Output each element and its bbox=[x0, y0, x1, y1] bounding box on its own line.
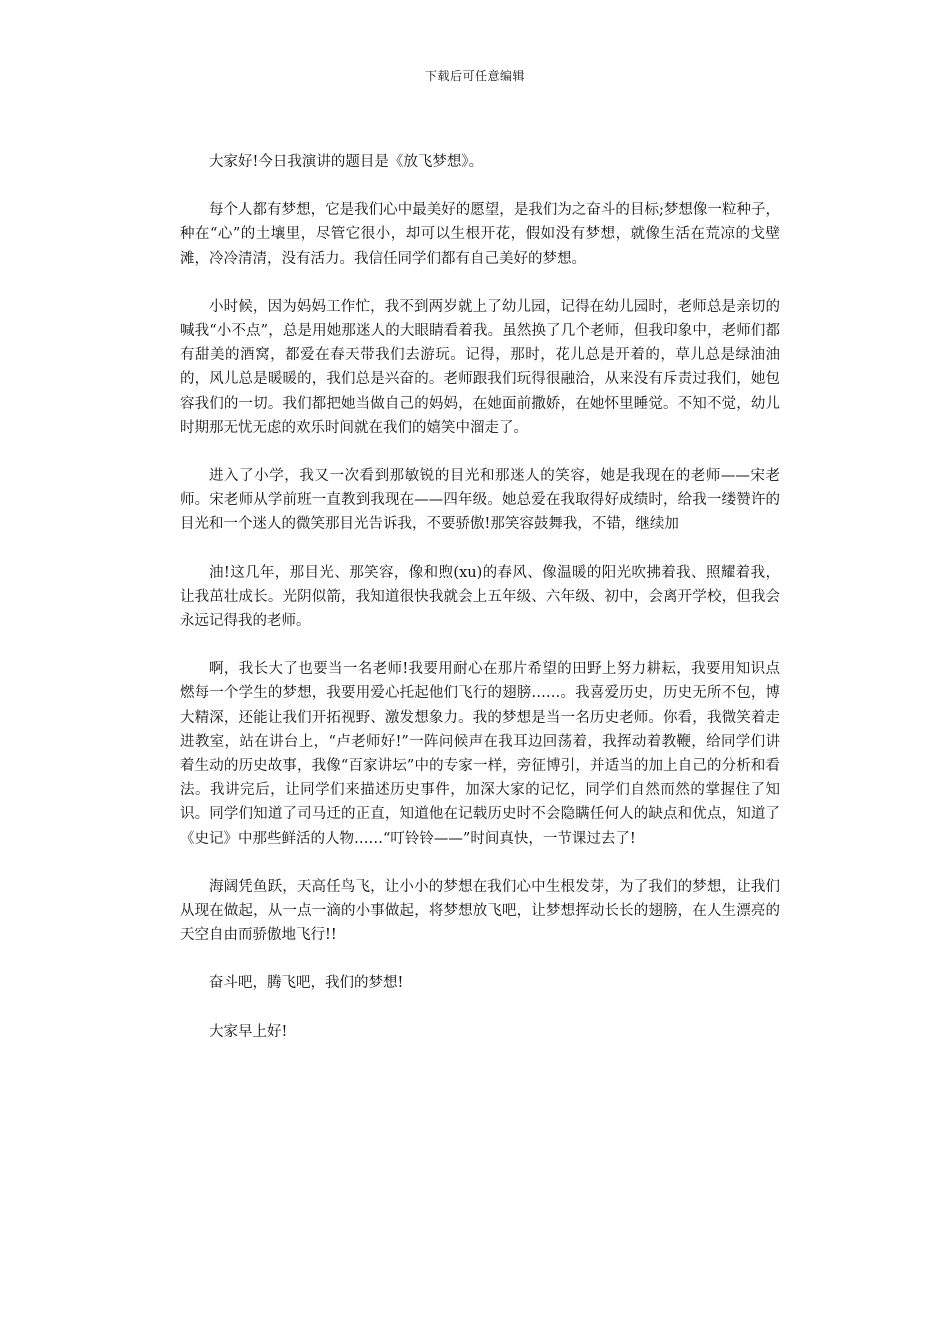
paragraph-teacher-dream: 啊，我长大了也要当一名老师!我要用耐心在那片希望的田野上努力耕耘，我要用知识点燃每一个学生的梦想，我要用爱心托起他们飞行的翅膀……。我喜爱历史，历史无所不包，博大精深，还能让我们开拓视野、激发想象力。我的梦想是当一名历史老师。你看，我微笑着走进教室，站在讲台上，“卢老师好!”一阵问候声在我耳边回荡着，我挥动着教鞭，给同学们讲着生动的历史故事，我像“百家讲坛”中的专家一样，旁征博引，并适当的加上自己的分析和看法。我讲完后，让同学们来描述历史事件，加深大家的记忆，同学们自然而然的掌握住了知识。同学们知道了司马迁的正直，知道他在记载历史时不会隐瞒任何人的缺点和优点，知道了《史记》中那些鲜活的人物……“叮铃铃——”时间真快，一节课过去了! bbox=[180, 661, 780, 847]
paragraph-greeting: 大家好!今日我演讲的题目是《放飞梦想》。 bbox=[209, 154, 484, 170]
paragraph-dreams: 每个人都有梦想，它是我们心中最美好的愿望，是我们为之奋斗的目标;梦想像一粒种子，种在“心”的土壤里，尽管它很小，却可以生根开花，假如没有梦想，就像生活在荒凉的戈壁滩，冷冷清清，没有活力。我信任同学们都有自己美好的梦想。 bbox=[180, 202, 780, 267]
paragraph-primary-school: 进入了小学，我又一次看到那敏锐的目光和那迷人的笑容，她是我现在的老师——宋老师。宋老师从学前班一直教到我现在——四年级。她总爱在我取得好成绩时，给我一缕赞许的目光和一个迷人的微笑那目光告诉我，不要骄傲!那笑容鼓舞我，不错，继续加 bbox=[180, 468, 780, 533]
paragraph-strive: 奋斗吧，腾飞吧，我们的梦想! bbox=[209, 975, 404, 992]
paragraph-fly-dream: 海阔凭鱼跃，天高任鸟飞，让小小的梦想在我们心中生根发芽，为了我们的梦想，让我们从现在做起，从一点一滴的小事做起，将梦想放飞吧，让梦想挥动长长的翅膀，在人生漂亮的天空自由而骄傲地飞行!! bbox=[180, 878, 780, 944]
paragraph-growth: 油!这几年，那目光、那笑容，像和煦(xu)的春风、像温暖的阳光吹拂着我、照耀着我，让我茁壮成长。光阴似箭，我知道很快我就会上五年级、六年级、初中，会离开学校，但我会永远记得我的老师。 bbox=[180, 564, 780, 630]
page-header: 下载后可任意编辑 bbox=[424, 69, 525, 83]
paragraph-closing: 大家早上好! bbox=[209, 1023, 288, 1040]
paragraph-kindergarten: 小时候，因为妈妈工作忙，我不到两岁就上了幼儿园，记得在幼儿园时，老师总是亲切的喊我“小不点”，总是用她那迷人的大眼睛看着我。虽然换了几个老师，但我印象中，老师们都有甜美的酒窝，都爱在春天带我们去游玩。记得，那时，花儿总是开着的，草儿总是绿油油的，风儿总是暖暖的，我们总是兴奋的。老师跟我们玩得很融洽，从来没有斥责过我们，她包容我们的一切。我们都把她当做自己的妈妈，在她面前撒娇，在她怀里睡觉。不知不觉，幼儿时期那无忧无虑的欢乐时间就在我们的嬉笑中溜走了。 bbox=[180, 298, 780, 436]
document-body bbox=[180, 150, 780, 1068]
